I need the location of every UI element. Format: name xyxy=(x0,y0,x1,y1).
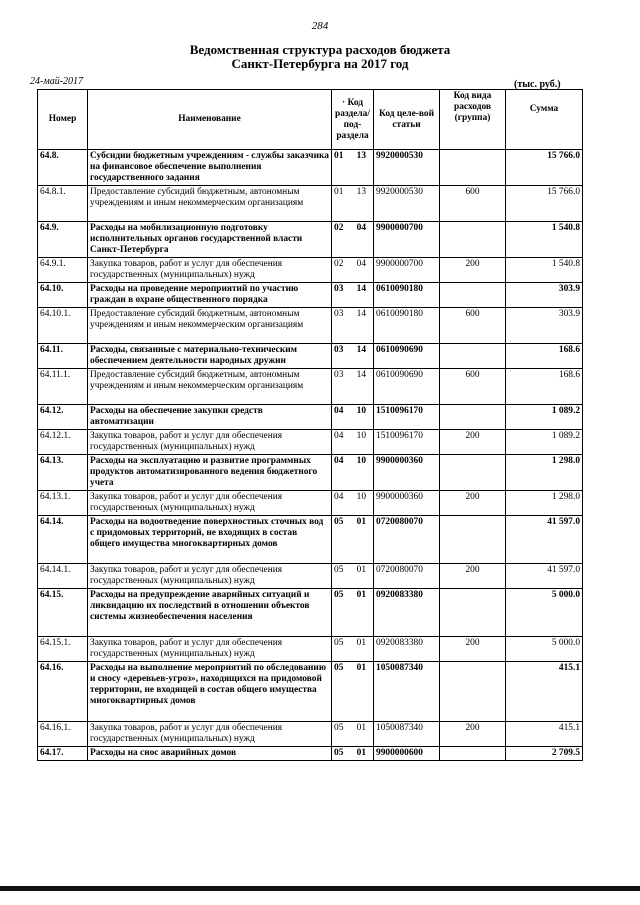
row-target-code: 9920000530 xyxy=(374,150,440,186)
row-name: Расходы на выполнение мероприятий по обследованию и сносу «деревьев-угроз», находящихся на придомовой территории, не входящей в состав общего имущества многоквартирных домов xyxy=(88,662,332,722)
row-number: 64.8.1. xyxy=(38,186,88,222)
row-section-code xyxy=(332,722,374,747)
row-sum: 1 089.2 xyxy=(506,405,583,430)
row-number: 64.15. xyxy=(38,589,88,637)
row-expense-type: 600 xyxy=(440,308,506,344)
row-sum: 1 298.0 xyxy=(506,491,583,516)
subsection-code: 01 xyxy=(356,590,366,600)
row-name: Расходы на обеспечение закупки средств автоматизации xyxy=(88,405,332,430)
row-name: Закупка товаров, работ и услуг для обеспечения государственных (муниципальных) нужд xyxy=(88,491,332,516)
row-target-code: 0610090690 xyxy=(374,369,440,405)
section-code: 05 xyxy=(334,517,344,527)
row-target-code: 0610090180 xyxy=(374,308,440,344)
subsection-code: 14 xyxy=(356,309,366,319)
row-sum: 415.1 xyxy=(506,662,583,722)
row-target-code: 0720080070 xyxy=(374,564,440,589)
row-number: 64.11. xyxy=(38,344,88,369)
budget-table xyxy=(37,89,583,761)
table-row xyxy=(38,662,583,722)
row-target-code: 1050087340 xyxy=(374,722,440,747)
table-row xyxy=(38,637,583,662)
row-name: Закупка товаров, работ и услуг для обеспечения государственных (муниципальных) нужд xyxy=(88,637,332,662)
row-section-code xyxy=(332,455,374,491)
row-sum: 5 000.0 xyxy=(506,637,583,662)
row-target-code: 1510096170 xyxy=(374,430,440,455)
row-number: 64.16. xyxy=(38,662,88,722)
row-number: 64.8. xyxy=(38,150,88,186)
row-target-code: 0920083380 xyxy=(374,637,440,662)
row-section-code xyxy=(332,222,374,258)
row-name: Расходы на мобилизационную подготовку исполнительных органов государственной власти Санкт-Петербурга xyxy=(88,222,332,258)
section-code: 05 xyxy=(334,723,344,733)
subsection-code: 01 xyxy=(356,565,366,575)
row-expense-type xyxy=(440,405,506,430)
row-expense-type xyxy=(440,283,506,308)
table-row xyxy=(38,150,583,186)
row-section-code xyxy=(332,747,374,761)
document-date: 24-май-2017 xyxy=(30,76,84,87)
row-number: 64.10.1. xyxy=(38,308,88,344)
row-section-code xyxy=(332,369,374,405)
subsection-code: 13 xyxy=(356,151,366,161)
subsection-code: 04 xyxy=(356,223,366,233)
row-target-code: 9900000360 xyxy=(374,455,440,491)
section-code: 05 xyxy=(334,590,344,600)
row-number: 64.15.1. xyxy=(38,637,88,662)
row-expense-type: 200 xyxy=(440,491,506,516)
section-code: 03 xyxy=(334,309,344,319)
section-code: 02 xyxy=(334,259,344,269)
row-section-code xyxy=(332,258,374,283)
subsection-code: 14 xyxy=(356,370,366,380)
row-name: Предоставление субсидий бюджетным, автономным учреждениям и иным некоммерческим организациям xyxy=(88,369,332,405)
row-sum: 1 089.2 xyxy=(506,430,583,455)
row-target-code: 0610090180 xyxy=(374,283,440,308)
table-row xyxy=(38,516,583,564)
section-code: 05 xyxy=(334,565,344,575)
row-name: Закупка товаров, работ и услуг для обеспечения государственных (муниципальных) нужд xyxy=(88,430,332,455)
row-sum: 15 766.0 xyxy=(506,186,583,222)
row-name: Расходы, связанные с материально-техническим обеспечением деятельности народных дружин xyxy=(88,344,332,369)
table-row xyxy=(38,491,583,516)
row-number: 64.16.1. xyxy=(38,722,88,747)
section-code: 04 xyxy=(334,456,344,466)
row-number: 64.9.1. xyxy=(38,258,88,283)
row-section-code xyxy=(332,430,374,455)
row-number: 64.13.1. xyxy=(38,491,88,516)
subsection-code: 14 xyxy=(356,345,366,355)
row-number: 64.17. xyxy=(38,747,88,761)
row-target-code: 9900000700 xyxy=(374,222,440,258)
row-number: 64.11.1. xyxy=(38,369,88,405)
subsection-code: 01 xyxy=(356,663,366,673)
row-sum: 1 540.8 xyxy=(506,222,583,258)
header-sum: Сумма xyxy=(506,90,583,150)
row-expense-type: 200 xyxy=(440,564,506,589)
row-expense-type xyxy=(440,222,506,258)
section-code: 03 xyxy=(334,284,344,294)
row-expense-type xyxy=(440,455,506,491)
section-code: 03 xyxy=(334,370,344,380)
section-code: 05 xyxy=(334,638,344,648)
header-vr: Код вида расходов (группа) xyxy=(440,90,506,150)
row-sum: 2 709.5 xyxy=(506,747,583,761)
row-sum: 168.6 xyxy=(506,369,583,405)
row-name: Расходы на снос аварийных домов xyxy=(88,747,332,761)
row-expense-type: 200 xyxy=(440,637,506,662)
section-code: 02 xyxy=(334,223,344,233)
header-number: Номер xyxy=(38,90,88,150)
table-row xyxy=(38,430,583,455)
table-row xyxy=(38,369,583,405)
subsection-code: 01 xyxy=(356,638,366,648)
row-section-code xyxy=(332,516,374,564)
row-expense-type: 200 xyxy=(440,430,506,455)
row-section-code xyxy=(332,564,374,589)
subsection-code: 13 xyxy=(356,187,366,197)
section-code: 05 xyxy=(334,748,344,758)
row-expense-type: 600 xyxy=(440,186,506,222)
row-number: 64.12.1. xyxy=(38,430,88,455)
subsection-code: 04 xyxy=(356,259,366,269)
row-number: 64.14.1. xyxy=(38,564,88,589)
row-expense-type xyxy=(440,662,506,722)
row-number: 64.9. xyxy=(38,222,88,258)
row-target-code: 9900000600 xyxy=(374,747,440,761)
row-sum: 41 597.0 xyxy=(506,516,583,564)
row-target-code: 0610090690 xyxy=(374,344,440,369)
row-target-code: 1050087340 xyxy=(374,662,440,722)
page-number: 284 xyxy=(311,20,329,32)
section-code: 04 xyxy=(334,492,344,502)
table-row xyxy=(38,722,583,747)
row-name: Расходы на предупреждение аварийных ситуаций и ликвидацию их последствий в отношении объектов системы жизнеобеспечения населения xyxy=(88,589,332,637)
section-code: 01 xyxy=(334,187,344,197)
subsection-code: 01 xyxy=(356,723,366,733)
section-code: 01 xyxy=(334,151,344,161)
row-expense-type xyxy=(440,344,506,369)
row-target-code: 9920000530 xyxy=(374,186,440,222)
subsection-code: 01 xyxy=(356,748,366,758)
table-header-row xyxy=(38,90,583,150)
row-expense-type: 200 xyxy=(440,722,506,747)
scan-edge-bar xyxy=(0,886,640,891)
row-expense-type xyxy=(440,150,506,186)
section-code: 04 xyxy=(334,406,344,416)
row-sum: 415.1 xyxy=(506,722,583,747)
row-sum: 303.9 xyxy=(506,308,583,344)
title-line-1: Ведомственная структура расходов бюджета xyxy=(189,42,451,57)
row-name: Закупка товаров, работ и услуг для обеспечения государственных (муниципальных) нужд xyxy=(88,258,332,283)
header-section: · Код раздела/ под-раздела xyxy=(332,90,374,150)
section-code: 03 xyxy=(334,345,344,355)
row-sum: 5 000.0 xyxy=(506,589,583,637)
subsection-code: 01 xyxy=(356,517,366,527)
row-sum: 168.6 xyxy=(506,344,583,369)
row-number: 64.10. xyxy=(38,283,88,308)
subsection-code: 10 xyxy=(356,406,366,416)
row-section-code xyxy=(332,662,374,722)
row-section-code xyxy=(332,308,374,344)
row-sum: 15 766.0 xyxy=(506,150,583,186)
section-code: 05 xyxy=(334,663,344,673)
row-expense-type xyxy=(440,516,506,564)
table-row xyxy=(38,564,583,589)
table-row xyxy=(38,308,583,344)
row-sum: 41 597.0 xyxy=(506,564,583,589)
section-code: 04 xyxy=(334,431,344,441)
units-label: (тыс. руб.) xyxy=(514,79,561,90)
row-number: 64.13. xyxy=(38,455,88,491)
page-title xyxy=(0,43,640,71)
row-sum: 1 540.8 xyxy=(506,258,583,283)
row-section-code xyxy=(332,283,374,308)
subsection-code: 10 xyxy=(356,431,366,441)
table-row xyxy=(38,186,583,222)
row-section-code xyxy=(332,405,374,430)
row-sum: 303.9 xyxy=(506,283,583,308)
row-target-code: 0720080070 xyxy=(374,516,440,564)
row-target-code: 9900000700 xyxy=(374,258,440,283)
row-name: Закупка товаров, работ и услуг для обеспечения государственных (муниципальных) нужд xyxy=(88,722,332,747)
row-section-code xyxy=(332,186,374,222)
row-expense-type: 200 xyxy=(440,258,506,283)
header-name: Наименование xyxy=(88,90,332,150)
row-expense-type xyxy=(440,747,506,761)
row-section-code xyxy=(332,344,374,369)
row-section-code xyxy=(332,589,374,637)
table-row xyxy=(38,455,583,491)
title-line-2: Санкт-Петербурга на 2017 год xyxy=(231,56,409,71)
subsection-code: 14 xyxy=(356,284,366,294)
subsection-code: 10 xyxy=(356,456,366,466)
table-row xyxy=(38,283,583,308)
subsection-code: 10 xyxy=(356,492,366,502)
row-name: Расходы на водоотведение поверхностных сточных вод с придомовых территорий, не входящих в состав общего имущества многоквартирных домов xyxy=(88,516,332,564)
row-name: Предоставление субсидий бюджетным, автономным учреждениям и иным некоммерческим организациям xyxy=(88,308,332,344)
row-section-code xyxy=(332,637,374,662)
header-csr: Код целе-вой статьи xyxy=(374,90,440,150)
table-row xyxy=(38,258,583,283)
row-number: 64.14. xyxy=(38,516,88,564)
table-row xyxy=(38,222,583,258)
row-number: 64.12. xyxy=(38,405,88,430)
row-name: Закупка товаров, работ и услуг для обеспечения государственных (муниципальных) нужд xyxy=(88,564,332,589)
row-target-code: 9900000360 xyxy=(374,491,440,516)
row-target-code: 1510096170 xyxy=(374,405,440,430)
row-name: Субсидии бюджетным учреждениям - службы заказчика на финансовое обеспечение выполнения государственного задания xyxy=(88,150,332,186)
row-expense-type: 600 xyxy=(440,369,506,405)
row-name: Расходы на проведение мероприятий по участию граждан в охране общественного порядка xyxy=(88,283,332,308)
row-sum: 1 298.0 xyxy=(506,455,583,491)
row-expense-type xyxy=(440,589,506,637)
table-row xyxy=(38,344,583,369)
row-name: Предоставление субсидий бюджетным, автономным учреждениям и иным некоммерческим организациям xyxy=(88,186,332,222)
row-section-code xyxy=(332,491,374,516)
row-name: Расходы на эксплуатацию и развитие программных продуктов автоматизированного ведения бюджетного учета xyxy=(88,455,332,491)
table-row xyxy=(38,589,583,637)
table-row xyxy=(38,405,583,430)
row-target-code: 0920083380 xyxy=(374,589,440,637)
row-section-code xyxy=(332,150,374,186)
table-row xyxy=(38,747,583,761)
